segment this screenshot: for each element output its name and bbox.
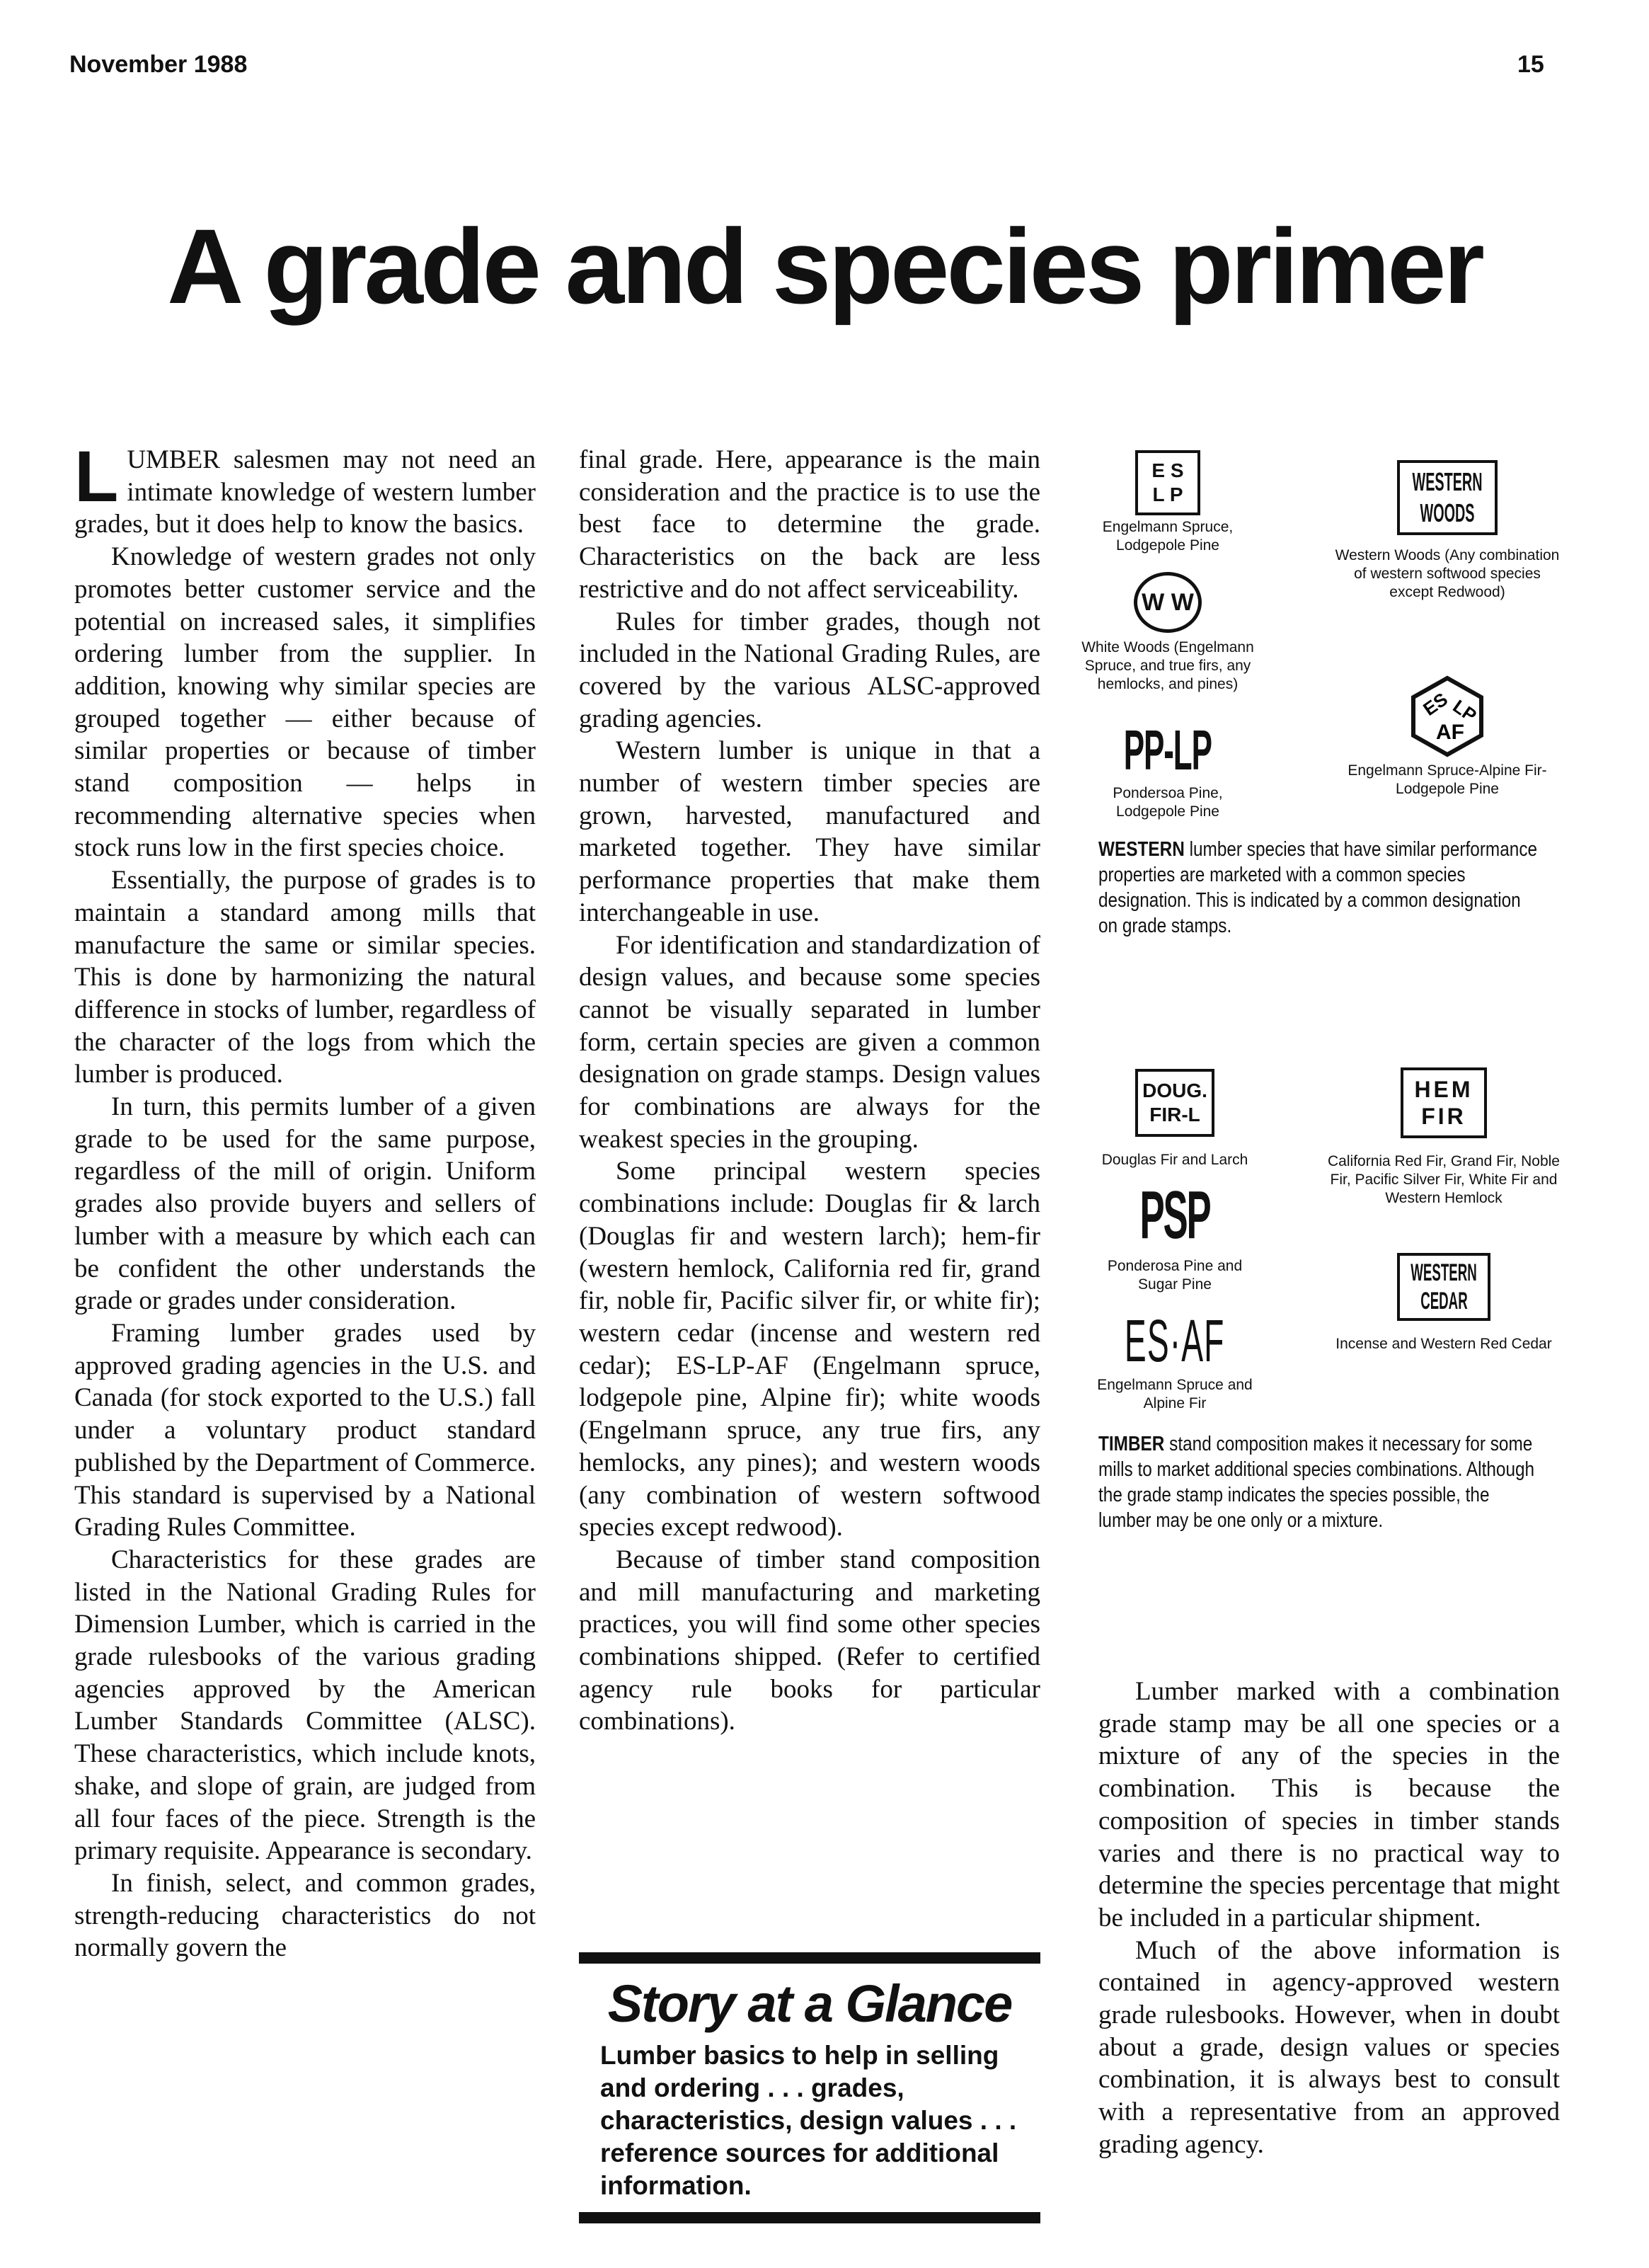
paragraph: Framing lumber grades used by approved grading agencies in the U.S. and Canada (for stock exported to the U.S.) fall under a voluntary product standard published by the Department of Commerce. This standard is supervised by a National Grading Rules Committee. bbox=[74, 1318, 536, 1542]
stamp-es-af bbox=[1090, 1307, 1260, 1413]
stamp-label: Douglas Fir and Larch bbox=[1101, 1152, 1248, 1168]
body-column-3 bbox=[1098, 1676, 1560, 2161]
stamp-label: Engelmann Spruce and Alpine Fir bbox=[1097, 1377, 1253, 1411]
stamp-es-lp bbox=[1083, 450, 1253, 555]
svg-text:LP: LP bbox=[1449, 695, 1481, 726]
drop-cap: L bbox=[74, 436, 119, 517]
es-lp-af-hexagon-mark bbox=[1405, 674, 1490, 759]
figure-caption: TIMBER stand composition makes it necessary for some mills to market additional species combinations. Although the grade stamp indicates the species possible, the lumber may be one only or a mixture. bbox=[1098, 1433, 1535, 1532]
psp-mark: PSP bbox=[1139, 1177, 1210, 1253]
stamp-douglas-fir-larch bbox=[1090, 1069, 1260, 1169]
paragraph: Rules for timber grades, though not included in the National Grading Rules, are covered by the various ALSC-approved grading agencies. bbox=[579, 607, 1040, 733]
divider bbox=[579, 1952, 1040, 1964]
paragraph: Knowledge of western grades not only promotes better customer service and the potential on increased sales, it simplifies ordering lumber from the supplier. In addition, knowing why similar species are grouped together — either because of similar properties or because of timber stand composition — helps in recommending alternative species when stock runs low in the first species choice. bbox=[74, 542, 536, 863]
issue-date: November 1988 bbox=[69, 51, 248, 78]
stamp-western-cedar bbox=[1323, 1253, 1564, 1353]
stamp-es-lp-af bbox=[1331, 674, 1564, 798]
glance-text: Lumber basics to help in selling and ordering . . . grades, characteristics, design values . . . reference sources for additional information. bbox=[600, 2041, 1017, 2200]
divider bbox=[579, 2212, 1040, 2223]
figure-caption: WESTERN lumber species that have similar performance properties are marketed with a common species designation. This is indicated by a common designation on grade stamps. bbox=[1098, 838, 1538, 937]
stamp-label: Engelmann Spruce-Alpine Fir-Lodgepole Pine bbox=[1348, 762, 1547, 797]
stamp-label: Engelmann Spruce, Lodgepole Pine bbox=[1102, 519, 1234, 554]
pp-lp-mark: PP-LP bbox=[1123, 718, 1212, 781]
paragraph: For identification and standardization of design values, and because some species cannot be visually separated in lumber form, certain species are given a common designation on grade stamps. Design values for combinations are always for the weakest species in the grouping. bbox=[579, 930, 1040, 1154]
article-title: A grade and species primer bbox=[167, 207, 1482, 326]
story-at-a-glance-box bbox=[579, 1952, 1040, 2223]
es-af-mark: ES·AF bbox=[1125, 1307, 1225, 1374]
paragraph: Western lumber is unique in that a number of western timber species are grown, harvested, manufactured and marketed together. They have similar performance properties that make them interchangeable in use. bbox=[579, 736, 1040, 927]
paragraph: In turn, this permits lumber of a given grade to be used for the same purpose, regardless of the mill of origin. Uniform grades also provide buyers and sellers of lumber with a measure by which each can be confident the other understands the grade or grades under consideration. bbox=[74, 1092, 536, 1316]
stamp-western-woods bbox=[1331, 460, 1564, 602]
page-number: 15 bbox=[1517, 51, 1544, 78]
stamp-hem-fir bbox=[1323, 1067, 1564, 1208]
paragraph: Some principal western species combinations include: Douglas fir & larch (Douglas fir and western larch); hem-fir (western hemlock, California red fir, grand fir, noble fir, Pacific silver fir, or white fir); western cedar (incense and western red cedar); ES-LP-AF (Engelmann spruce, lodgepole pine, Alpine fir); white woods (Engelmann spruce, any true firs, any hemlocks, any pines); and western woods (any combination of western softwood species except redwood). bbox=[579, 1157, 1040, 1542]
paragraph: LUMBER salesmen may not need an intimate knowledge of western lumber grades, but it does help to know the basics. bbox=[74, 436, 536, 539]
stamp-label: Incense and Western Red Cedar bbox=[1335, 1336, 1552, 1352]
body-column-2 bbox=[579, 444, 1040, 1738]
paragraph: Characteristics for these grades are listed in the National Grading Rules for Dimension Lumber, which is carried in the grade rulesbooks of the various grading agencies approved by the American Lumber Standards Committee (ALSC). These characteristics, which include knots, shake, and slope of grain, are judged from all four faces of the piece. Strength is the primary requisite. Appearance is secondary. bbox=[74, 1545, 536, 1866]
stamp-pp-lp bbox=[1083, 718, 1253, 821]
stamp-label: California Red Fir, Grand Fir, Noble Fir, Pacific Silver Fir, White Fir and Western Hemlock bbox=[1328, 1153, 1560, 1206]
glance-heading: Story at a Glance bbox=[607, 1974, 1012, 2033]
paragraph: Lumber marked with a combination grade stamp may be all one species or a mixture of any of the species in the combination. This is because the composition of species in timber stands varies and there is no practical way to determine the species percentage that might be included in a particular shipment. bbox=[1098, 1677, 1560, 1932]
paragraph: Much of the above information is contained in agency-approved western grade rulesbooks. However, when in doubt about a grade, design values or species combination, it is always best to consult with a representative from an approved grading agency. bbox=[1098, 1935, 1560, 2159]
stamp-white-woods bbox=[1076, 572, 1260, 694]
western-woods-mark: WESTERN WOODS bbox=[1397, 460, 1498, 535]
paragraph: In finish, select, and common grades, strength-reducing characteristics do not normally govern the bbox=[74, 1868, 536, 1963]
es-lp-mark: E S L P bbox=[1135, 450, 1200, 515]
ww-mark: W W bbox=[1134, 572, 1202, 633]
stamp-label: White Woods (Engelmann Spruce, and true firs, any hemlocks, and pines) bbox=[1081, 639, 1254, 692]
paragraph: Essentially, the purpose of grades is to maintain a standard among mills that manufacture the same or similar species. This is done by harmonizing the natural difference in stocks of lumber, regardless of the character of the logs from which the lumber is produced. bbox=[74, 866, 536, 1089]
body-column-1 bbox=[74, 436, 536, 1964]
western-cedar-mark: WESTERN CEDAR bbox=[1397, 1253, 1490, 1321]
paragraph: final grade. Here, appearance is the main consideration and the practice is to use the best face to determine the grade. Characteristics on the back are less restrictive and do not affect serviceability. bbox=[579, 445, 1040, 604]
stamp-label: Ponderosa Pine and Sugar Pine bbox=[1107, 1258, 1243, 1293]
stamp-ponderosa-sugar-pine bbox=[1090, 1177, 1260, 1294]
hem-fir-mark: HEM FIR bbox=[1401, 1067, 1487, 1138]
stamp-label: Pondersoa Pine, Lodgepole Pine bbox=[1113, 785, 1223, 820]
svg-text:AF: AF bbox=[1436, 721, 1464, 744]
paragraph: Because of timber stand composition and mill manufacturing and marketing practices, you will find some other species combinations shipped. (Refer to certified agency rule books for particular combinations). bbox=[579, 1545, 1040, 1736]
doug-fir-mark: DOUG. FIR-L bbox=[1135, 1069, 1214, 1137]
svg-text:ES: ES bbox=[1419, 688, 1452, 720]
stamp-label: Western Woods (Any combination of western softwood species except Redwood) bbox=[1335, 547, 1560, 600]
